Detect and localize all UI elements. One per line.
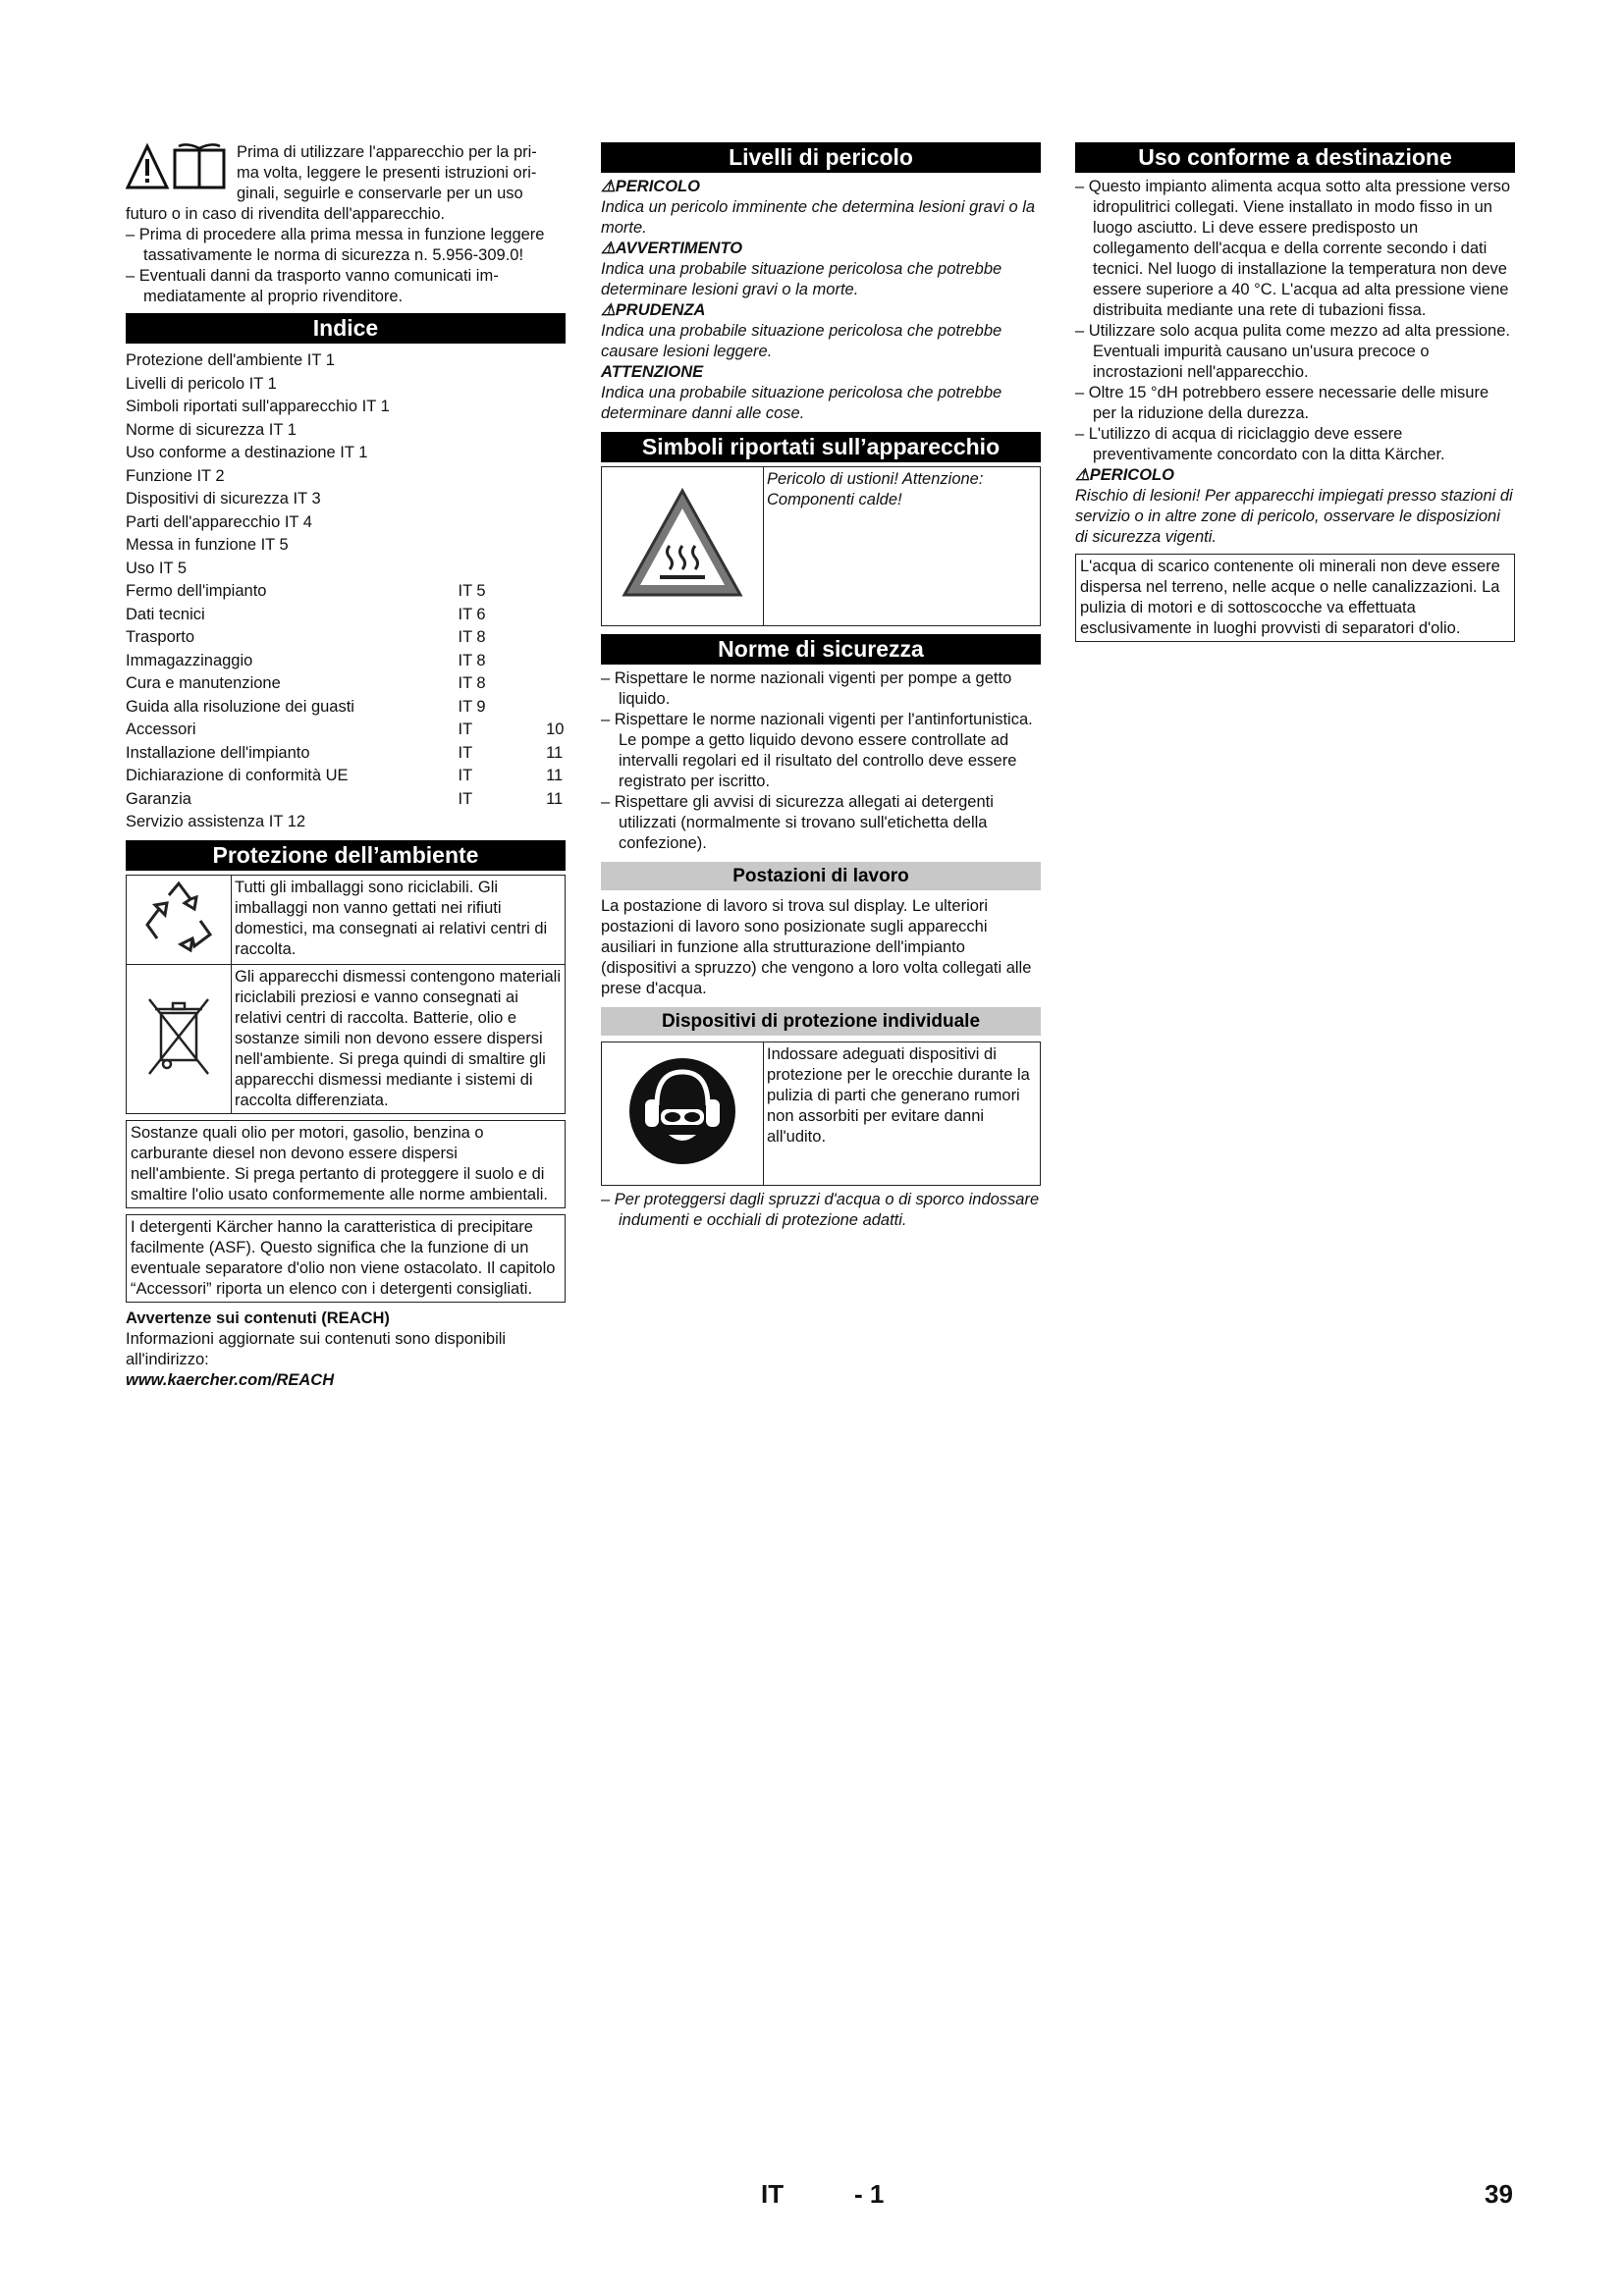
- use-danger-text: Rischio di lesioni! Per apparecchi impiegati presso stazioni di servizio o in altre zone di pericolo, osservare le disposizioni di sicurezza vigenti.: [1075, 487, 1513, 546]
- toc-row[interactable]: Simboli riportati sull'apparecchio IT 1: [126, 398, 390, 415]
- level-text: Indica un pericolo imminente che determina lesioni gravi o la morte.: [601, 198, 1036, 237]
- symbols-table: [601, 466, 1041, 626]
- ppe-note: – Per proteggersi dagli spruzzi d'acqua o di sporco indossare indumenti e occhiali di protezione adatti.: [601, 1191, 1040, 1229]
- hot-surface-icon: [619, 485, 746, 603]
- env-symbol-table: [126, 875, 566, 1114]
- toc-row[interactable]: Uso IT 5: [126, 559, 188, 577]
- toc-row[interactable]: Dati tecnici IT 6: [126, 605, 486, 623]
- crossed-bin-icon: [143, 991, 214, 1080]
- safety-item: – Rispettare le norme nazionali vigenti per pompe a getto liquido.: [601, 669, 1012, 708]
- use-item: – L'utilizzo di acqua di riciclaggio deve essere preventivamente concordato con la ditta Kärcher.: [1075, 425, 1445, 463]
- footer-page-number: 39: [1485, 2179, 1513, 2209]
- footer-lang: IT: [761, 2179, 785, 2209]
- ear-eye-protection-icon: [627, 1056, 737, 1166]
- use-heading: Uso conforme a destinazione: [1075, 142, 1515, 173]
- column-left: [126, 142, 566, 1391]
- toc-row[interactable]: Guida alla risoluzione dei guasti IT 9: [126, 697, 486, 716]
- use-danger-title: ⚠PERICOLO: [1075, 466, 1174, 484]
- level-title: ⚠PRUDENZA: [601, 301, 706, 319]
- safety-item: – Rispettare le norme nazionali vigenti per l'antinfortunistica. Le pompe a getto liquido devono essere controllate ad intervalli regolari ed il risultato del controllo deve essere registrato per iscritto.: [601, 711, 1033, 790]
- ppe-icon-cell: [602, 1042, 764, 1186]
- reach-title: Avvertenze sui contenuti (REACH): [126, 1308, 390, 1327]
- toc-row[interactable]: Dichiarazione di conformità UE IT 11: [126, 767, 564, 784]
- level-title: ⚠PERICOLO: [601, 178, 700, 195]
- safety-item: – Rispettare gli avvisi di sicurezza allegati ai detergenti utilizzati (normalmente si trovano sull'etichetta della confezione).: [601, 793, 994, 852]
- level-text: Indica una probabile situazione pericolosa che potrebbe determinare lesioni gravi o la morte.: [601, 260, 1002, 298]
- intro-item: – Prima di procedere alla prima messa in funzione leggere tassativamente le norma di sicurezza n. 5.956-309.0!: [126, 226, 545, 264]
- recycle-icon: [139, 878, 218, 956]
- toc-row[interactable]: Livelli di pericolo IT 1: [126, 374, 277, 393]
- use-item: – Oltre 15 °dH potrebbero essere necessarie delle misure per la riduzione della durezza.: [1075, 384, 1489, 422]
- work-heading: Postazioni di lavoro: [601, 862, 1041, 890]
- toc-row[interactable]: Parti dell'apparecchio IT 4: [126, 512, 312, 531]
- symbols-heading: Simboli riportati sull’apparecchio: [601, 432, 1041, 462]
- work-text: La postazione di lavoro si trova sul display. Le ulteriori postazioni di lavoro sono posizionate sugli apparecchi ausiliari in funzione alla strutturazione dell'impianto (dispositivi a spruzzo) che vengono a loro volta collegati alle prese d'acqua.: [601, 897, 1032, 997]
- intro-line: Prima di utilizzare l'apparecchio per la pri-: [237, 143, 537, 161]
- toc-row[interactable]: Servizio assistenza IT 12: [126, 813, 306, 830]
- toc-row[interactable]: Norme di sicurezza IT 1: [126, 420, 297, 439]
- reach-link[interactable]: www.kaercher.com/REACH: [126, 1370, 335, 1389]
- toc-row[interactable]: Installazione dell'impianto IT 11: [126, 743, 564, 762]
- intro-line: ma volta, leggere le presenti istruzioni ori-: [237, 164, 537, 182]
- ppe-heading: Dispositivi di protezione individuale: [601, 1007, 1041, 1036]
- toc-row[interactable]: Uso conforme a destinazione IT 1: [126, 444, 368, 461]
- hot-surface-text: Pericolo di ustioni! Attenzione: Componenti calde!: [764, 467, 1041, 626]
- bin-icon-cell: [127, 964, 232, 1113]
- level-title: ATTENZIONE: [601, 363, 704, 381]
- reach-text: Informazioni aggiornate sui contenuti sono disponibili all'indirizzo:: [126, 1329, 507, 1368]
- toc-list: [126, 349, 566, 834]
- toc-row[interactable]: Accessori IT 10: [126, 721, 565, 738]
- level-text: Indica una probabile situazione pericolosa che potrebbe causare lesioni leggere.: [601, 322, 1002, 360]
- safety-heading: Norme di sicurezza: [601, 634, 1041, 665]
- toc-row[interactable]: Garanzia IT 11: [126, 789, 564, 808]
- bin-text: Gli apparecchi dismessi contengono materiali riciclabili preziosi e vanno consegnati ai relativi centri di raccolta. Batterie, olio e sostanze simili non devono essere dispersi nell'ambiente. Si prega quindi di smaltire gli apparecchi dismessi mediante i sistemi di raccolta differenziata.: [232, 964, 566, 1113]
- toc-row[interactable]: Fermo dell'impianto IT 5: [126, 582, 486, 600]
- ppe-text: Indossare adeguati dispositivi di protezione per le orecchie durante la pulizia di parti che generano rumori non assorbiti per evitare danni all'udito.: [764, 1042, 1041, 1186]
- toc-row[interactable]: Cura e manutenzione IT 8: [126, 674, 486, 692]
- toc-row[interactable]: Protezione dell'ambiente IT 1: [126, 351, 335, 369]
- level-title: ⚠AVVERTIMENTO: [601, 240, 743, 257]
- recycle-icon-cell: [127, 875, 232, 964]
- toc-row[interactable]: Trasporto IT 8: [126, 628, 486, 646]
- use-item: – Utilizzare solo acqua pulita come mezzo ad alta pressione. Eventuali impurità causano un'usura precoce o incrostazioni nell'apparecchio.: [1075, 322, 1510, 381]
- footer-page-local: - 1: [854, 2179, 885, 2209]
- toc-heading: Indice: [126, 313, 566, 344]
- warning-manual-icon: [126, 142, 229, 193]
- intro-block: [126, 142, 566, 307]
- toc-row[interactable]: Immagazzinaggio IT 8: [126, 651, 486, 669]
- env-detergent-note: I detergenti Kärcher hanno la caratteristica di precipitare facilmente (ASF). Questo significa che la funzione di un eventuale separatore d'olio non viene ostacolato. Il capitolo “Accessori” riporta un elenco con i detergenti consigliati.: [126, 1214, 566, 1303]
- env-heading: Protezione dell’ambiente: [126, 840, 566, 871]
- intro-item: – Eventuali danni da trasporto vanno comunicati im- mediatamente al proprio rivenditore.: [126, 267, 499, 305]
- level-text: Indica una probabile situazione pericolosa che potrebbe determinare danni alle cose.: [601, 384, 1002, 422]
- env-oil-note: Sostanze quali olio per motori, gasolio, benzina o carburante diesel non devono essere dispersi nell'ambiente. Si prega pertanto di proteggere il suolo e di smaltire l'olio usato conformemente alle norme ambientali.: [126, 1120, 566, 1208]
- hot-surface-icon-cell: [602, 467, 764, 626]
- toc-row[interactable]: Dispositivi di sicurezza IT 3: [126, 490, 321, 507]
- use-wastewater-note: L'acqua di scarico contenente oli minerali non deve essere dispersa nel terreno, nelle acque o nelle canalizzazioni. La pulizia di motori e di sottoscocche va effettuata esclusivamente in luoghi provvisti di separatori d'olio.: [1075, 554, 1515, 642]
- use-item: – Questo impianto alimenta acqua sotto alta pressione verso idropulitrici collegati. Viene installato in modo fisso in un luogo asciutto. Li deve essere predisposto un collegamento dell'acqua e della corrente secondo i dati tecnici. Nel luogo di installazione la temperatura non deve essere superiore a 40 °C. L'acqua ad alta pressione viene distribuita mediante una rete di tubazioni fissa.: [1075, 178, 1511, 319]
- column-right: [1075, 142, 1515, 648]
- toc-row[interactable]: Funzione IT 2: [126, 466, 225, 485]
- levels-heading: Livelli di pericolo: [601, 142, 1041, 173]
- ppe-table: [601, 1041, 1041, 1186]
- intro-line: futuro o in caso di rivendita dell'apparecchio.: [126, 205, 446, 223]
- column-middle: [601, 142, 1041, 1231]
- toc-row[interactable]: Messa in funzione IT 5: [126, 536, 289, 554]
- recycle-text: Tutti gli imballaggi sono riciclabili. Gli imballaggi non vanno gettati nei rifiuti domestici, ma consegnati ai relativi centri di raccolta.: [232, 875, 566, 964]
- intro-line: ginali, seguirle e conservarle per un uso: [237, 185, 523, 202]
